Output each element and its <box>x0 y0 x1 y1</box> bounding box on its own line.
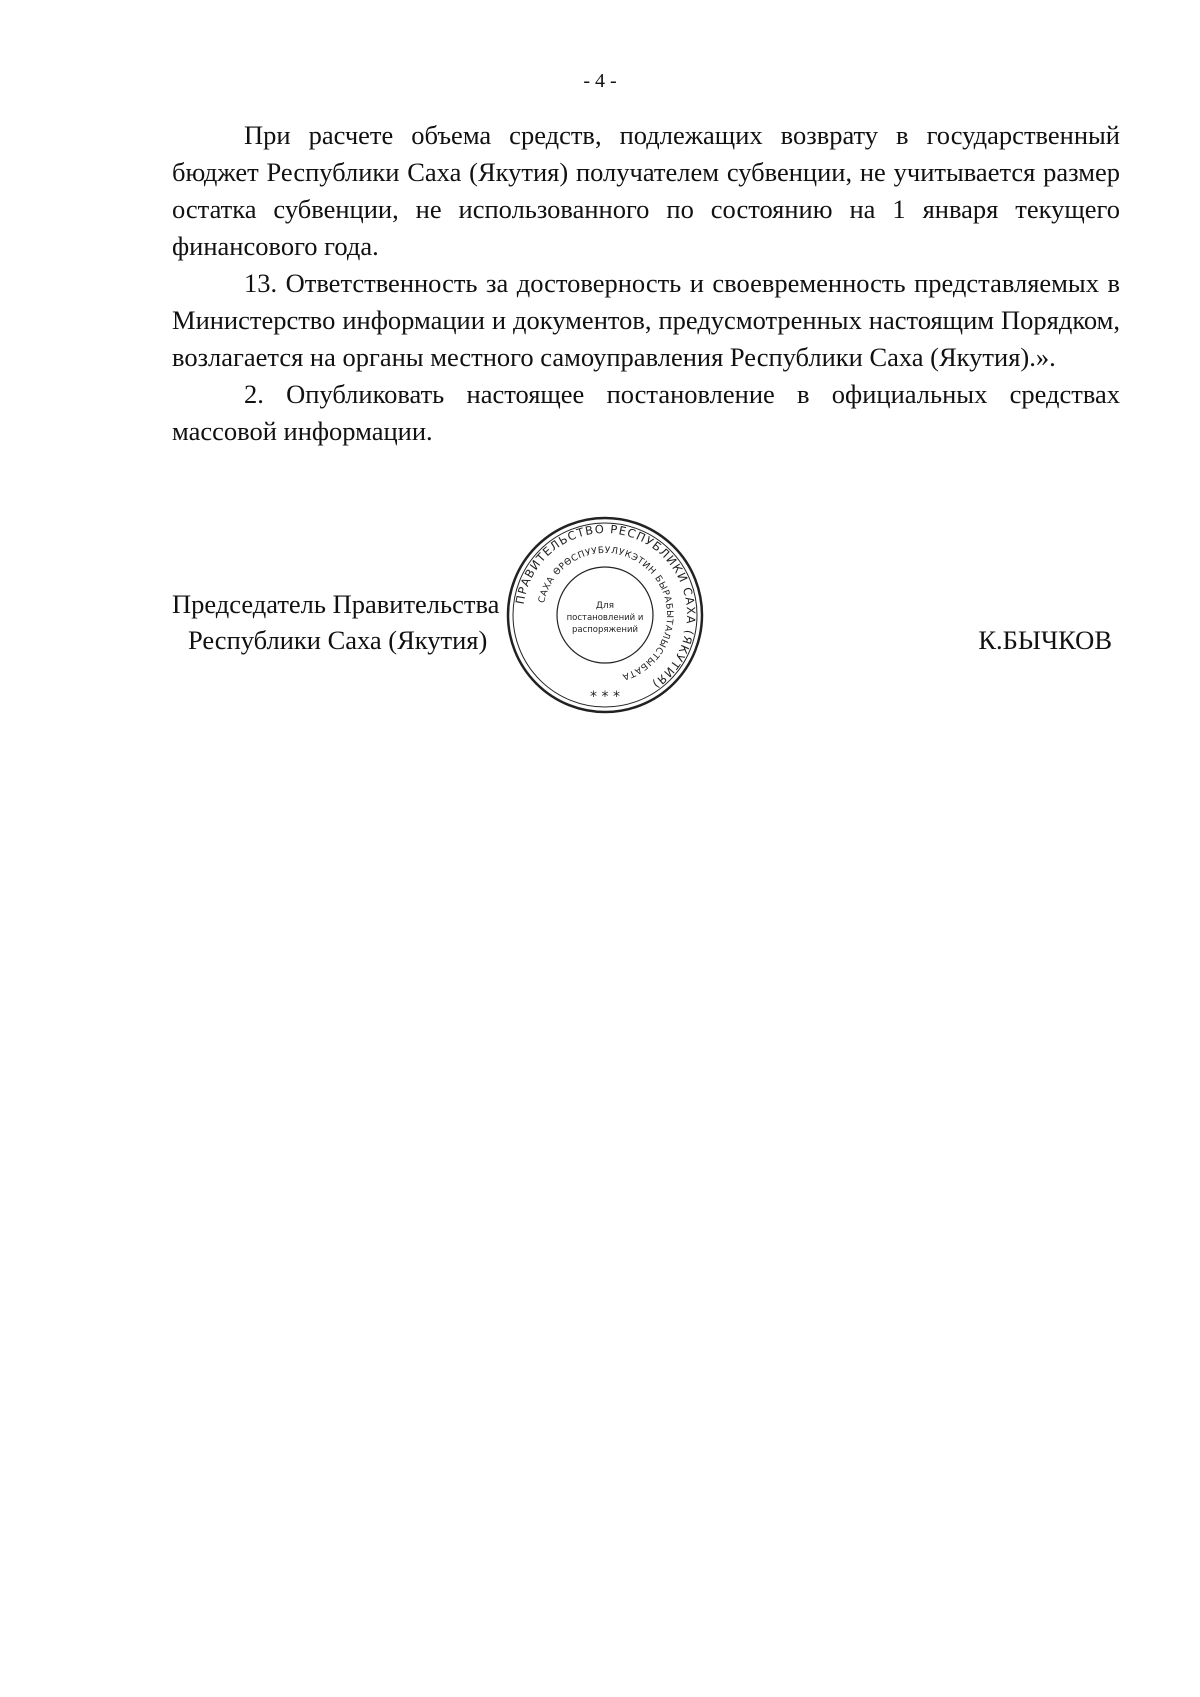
seal-inner-text: САХА ӨРӨСПУУБУЛУКЭТИН БЫРАБЫТАЛЫСТЫБАТА <box>537 545 675 682</box>
paragraph-responsibility: 13. Ответственность за достоверность и своевременность представляемых в Министерство информации и документов, предусмотренных настоящим Порядком, возлагается на органы местного самоуправления Республики Саха (Якутия).». <box>172 268 1120 372</box>
seal-center-line2: постановлений и <box>566 613 644 623</box>
paragraph-refund-calculation: При расчете объема средств, подлежащих возврату в государственный бюджет Республики Саха (Якутия) получателем субвенции, не учитывается размер остатка субвенции, не использованного по состоянию на 1 января текущего финансового года. <box>172 120 1120 261</box>
page-number: - 4 - <box>583 70 617 92</box>
seal-stars: * * * <box>590 689 620 705</box>
seal-outer-text: ПРАВИТЕЛЬСТВО РЕСПУБЛИКИ САХА (ЯКУТИЯ) <box>512 521 699 692</box>
seal-center-line3: распоряжений <box>571 625 639 635</box>
official-seal <box>505 515 705 715</box>
seal-graphic <box>505 515 705 715</box>
signatory-name: К.БЫЧКОВ <box>978 625 1112 655</box>
signatory-title <box>172 586 499 658</box>
paragraph-publish: 2. Опубликовать настоящее постановление в официальных средствах массовой информации. <box>172 379 1120 446</box>
document-body <box>172 117 1120 450</box>
seal-center-line1: Для <box>595 601 615 611</box>
signatory-title-line2: Республики Саха (Якутия) <box>188 625 488 655</box>
signatory-title-line1: Председатель Правительства <box>172 589 500 619</box>
